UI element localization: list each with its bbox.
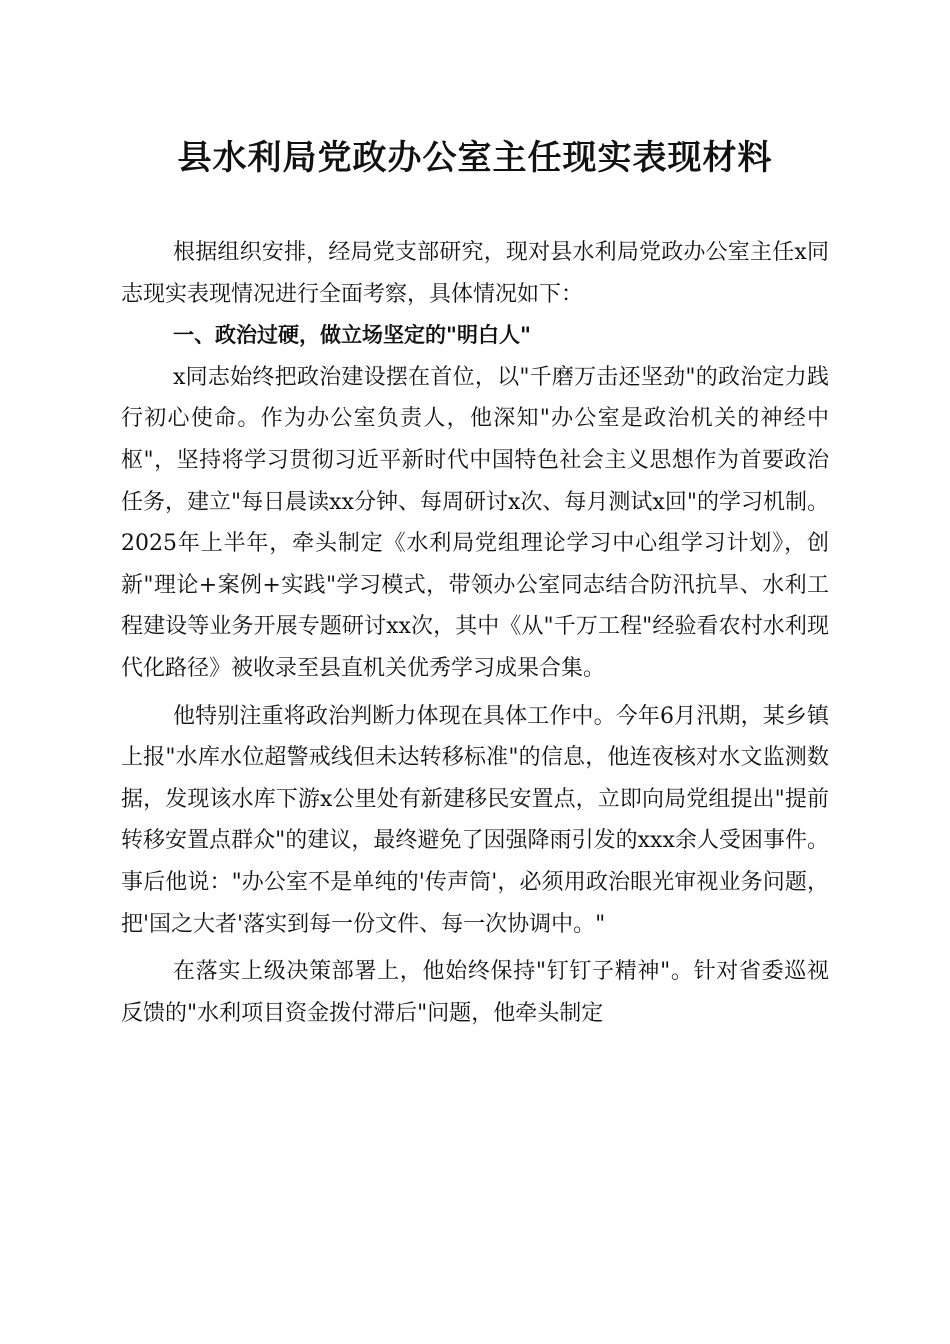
body-paragraph: 他特别注重将政治判断力体现在具体工作中。今年6月汛期，某乡镇上报"水库水位超警戒线但未达转移标准"的信息，他连夜核对水文监测数据，发现该水库下游x公里处有新建移民安置点，立即向局党组提出"提前转移安置点群众"的建议，最终避免了因强降雨引发的xxx余人受困事件。事后他说："办公室不是单纯的'传声筒'，必须用政治眼光审视业务问题，把'国之大者'落实到每一份文件、每一次协调中。" (121, 703, 829, 937)
document-body (121, 232, 829, 1034)
body-paragraph: x同志始终把政治建设摆在首位，以"千磨万击还坚劲"的政治定力践行初心使命。作为办公室负责人，他深知"办公室是政治机关的神经中枢"，坚持将学习贯彻习近平新时代中国特色社会主义思想作为首要政治任务，建立"每日晨读xx分钟、每周研讨x次、每月测试x回"的学习机制。2025年上半年，牵头制定《水利局党组理论学习中心组学习计划》，创新"理论+案例+实践"学习模式，带领办公室同志结合防汛抗旱、水利工程建设等业务开展专题研讨xx次，其中《从"千万工程"经验看农村水利现代化路径》被收录至县直机关优秀学习成果合集。 (121, 364, 829, 681)
intro-paragraph: 根据组织安排，经局党支部研究，现对县水利局党政办公室主任x同志现实表现情况进行全面考察，具体情况如下： (121, 240, 829, 307)
section-heading: 一、政治过硬，做立场坚定的"明白人" (173, 323, 531, 348)
document-title: 县水利局党政办公室主任现实表现材料 (177, 138, 773, 178)
body-paragraph: 在落实上级决策部署上，他始终保持"钉钉子精神"。针对省委巡视反馈的"水利项目资金拨付滞后"问题，他牵头制定 (121, 959, 829, 1026)
